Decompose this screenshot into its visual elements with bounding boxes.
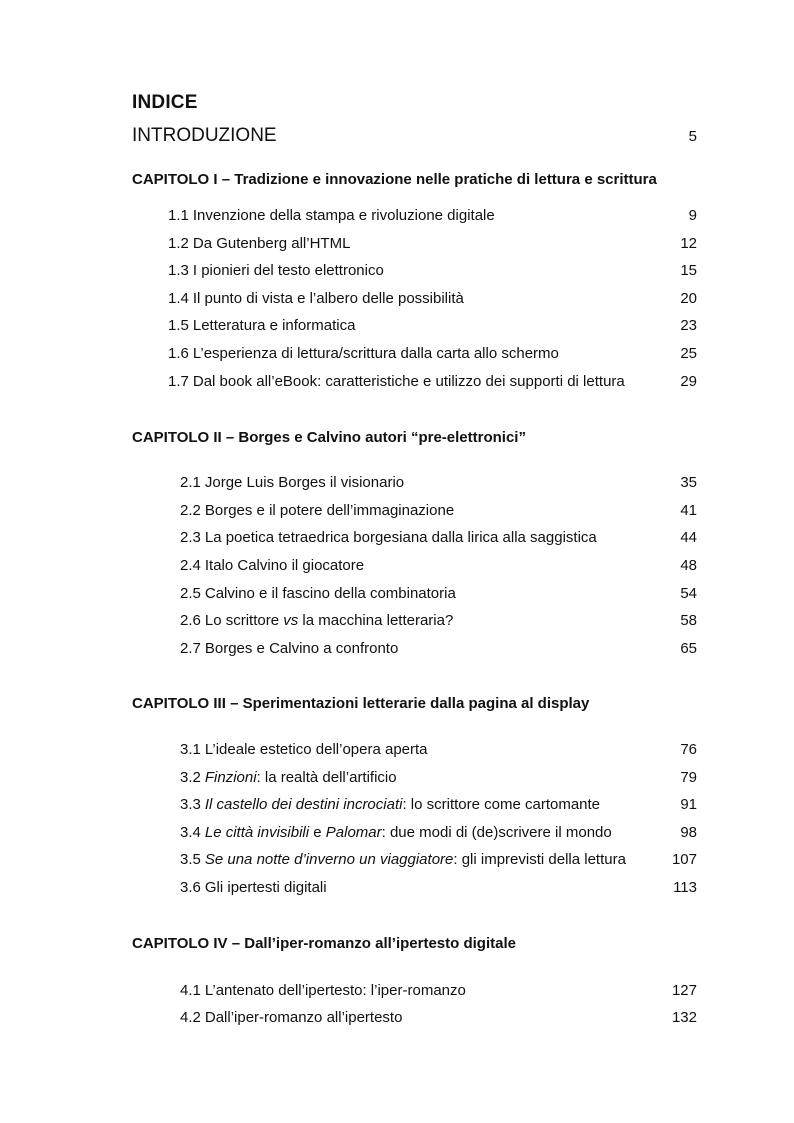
entry-page: 23 bbox=[680, 317, 697, 334]
entry-page: 58 bbox=[680, 612, 697, 629]
entry-page: 127 bbox=[671, 982, 697, 999]
toc-entry-2-1 bbox=[180, 474, 697, 491]
entry-title: 3.2 Finzioni: la realtà dell’artificio bbox=[180, 769, 397, 786]
entry-page: 113 bbox=[673, 879, 697, 896]
entry-title: 1.7 Dal book all’eBook: caratteristiche e utilizzo dei supporti di lettura bbox=[168, 373, 625, 390]
intro-page: 5 bbox=[688, 128, 697, 145]
toc-entry-1-2 bbox=[168, 235, 697, 252]
chapter-2-heading: CAPITOLO II – Borges e Calvino autori “pre-elettronici” bbox=[132, 429, 526, 446]
toc-title: INDICE bbox=[132, 92, 198, 113]
entry-page: 65 bbox=[680, 640, 697, 657]
toc-entry-3-6 bbox=[180, 879, 697, 896]
toc-entry-1-5 bbox=[168, 317, 697, 334]
entry-page: 132 bbox=[671, 1009, 697, 1026]
toc-entry-2-5 bbox=[180, 585, 697, 602]
entry-title: 1.1 Invenzione della stampa e rivoluzione digitale bbox=[168, 207, 495, 224]
entry-title: 4.1 L’antenato dell’ipertesto: l’iper-romanzo bbox=[180, 982, 466, 999]
entry-page: 12 bbox=[680, 235, 697, 252]
entry-title: 2.6 Lo scrittore vs la macchina letteraria? bbox=[180, 612, 454, 629]
entry-page: 29 bbox=[680, 373, 697, 390]
entry-title: 2.3 La poetica tetraedrica borgesiana dalla lirica alla saggistica bbox=[180, 529, 597, 546]
entry-page: 44 bbox=[680, 529, 697, 546]
chapter-4-heading: CAPITOLO IV – Dall’iper-romanzo all’ipertesto digitale bbox=[132, 935, 516, 952]
entry-title: 3.4 Le città invisibili e Palomar: due modi di (de)scrivere il mondo bbox=[180, 824, 612, 841]
entry-title: 1.4 Il punto di vista e l’albero delle possibilità bbox=[168, 290, 464, 307]
chapter-3-heading: CAPITOLO III – Sperimentazioni letterarie dalla pagina al display bbox=[132, 695, 590, 712]
toc-entry-1-7 bbox=[168, 373, 697, 390]
entry-page: 25 bbox=[680, 345, 697, 362]
entry-title: 2.4 Italo Calvino il giocatore bbox=[180, 557, 365, 574]
entry-title: 2.1 Jorge Luis Borges il visionario bbox=[180, 474, 405, 491]
entry-title: 1.5 Letteratura e informatica bbox=[168, 317, 356, 334]
toc-entry-2-6 bbox=[180, 612, 697, 629]
entry-page: 91 bbox=[680, 796, 697, 813]
intro-label: INTRODUZIONE bbox=[132, 125, 277, 146]
toc-entry-3-4 bbox=[180, 824, 697, 841]
entry-title: 1.2 Da Gutenberg all’HTML bbox=[168, 235, 351, 252]
entry-title: 4.2 Dall’iper-romanzo all’ipertesto bbox=[180, 1009, 403, 1026]
entry-page: 15 bbox=[680, 262, 697, 279]
toc-entry-3-2 bbox=[180, 769, 697, 786]
toc-entry-3-5 bbox=[180, 851, 697, 868]
entry-title: 3.5 Se una notte d’inverno un viaggiatore: gli imprevisti della lettura bbox=[180, 851, 626, 868]
entry-title: 3.3 Il castello dei destini incrociati: lo scrittore come cartomante bbox=[180, 796, 601, 813]
entry-page: 98 bbox=[680, 824, 697, 841]
chapter-1-heading: CAPITOLO I – Tradizione e innovazione nelle pratiche di lettura e scrittura bbox=[132, 171, 657, 188]
toc-entry-1-1 bbox=[168, 207, 697, 224]
toc-entry-2-4 bbox=[180, 557, 697, 574]
toc-entry-3-3 bbox=[180, 796, 697, 813]
entry-page: 9 bbox=[688, 207, 697, 224]
toc-entry-1-6 bbox=[168, 345, 697, 362]
toc-entry-4-1 bbox=[180, 982, 697, 999]
entry-page: 41 bbox=[680, 502, 697, 519]
entry-title: 2.7 Borges e Calvino a confronto bbox=[180, 640, 399, 657]
entry-page: 35 bbox=[680, 474, 697, 491]
entry-title: 3.6 Gli ipertesti digitali bbox=[180, 879, 327, 896]
entry-page: 79 bbox=[680, 769, 697, 786]
entry-title: 1.6 L’esperienza di lettura/scrittura dalla carta allo schermo bbox=[168, 345, 559, 362]
toc-entry-2-2 bbox=[180, 502, 697, 519]
toc-intro bbox=[132, 125, 697, 147]
toc-entry-2-3 bbox=[180, 529, 697, 546]
toc-entry-4-2 bbox=[180, 1009, 697, 1026]
entry-page: 76 bbox=[680, 741, 697, 758]
entry-title: 2.5 Calvino e il fascino della combinatoria bbox=[180, 585, 456, 602]
entry-page: 48 bbox=[680, 557, 697, 574]
toc-entry-3-1 bbox=[180, 741, 697, 758]
entry-title: 3.1 L’ideale estetico dell’opera aperta bbox=[180, 741, 428, 758]
toc-entry-1-3 bbox=[168, 262, 697, 279]
entry-page: 107 bbox=[671, 851, 697, 868]
toc-entry-2-7 bbox=[180, 640, 697, 657]
entry-title: 1.3 I pionieri del testo elettronico bbox=[168, 262, 384, 279]
entry-page: 20 bbox=[680, 290, 697, 307]
toc-entry-1-4 bbox=[168, 290, 697, 307]
entry-title: 2.2 Borges e il potere dell’immaginazione bbox=[180, 502, 455, 519]
entry-page: 54 bbox=[680, 585, 697, 602]
